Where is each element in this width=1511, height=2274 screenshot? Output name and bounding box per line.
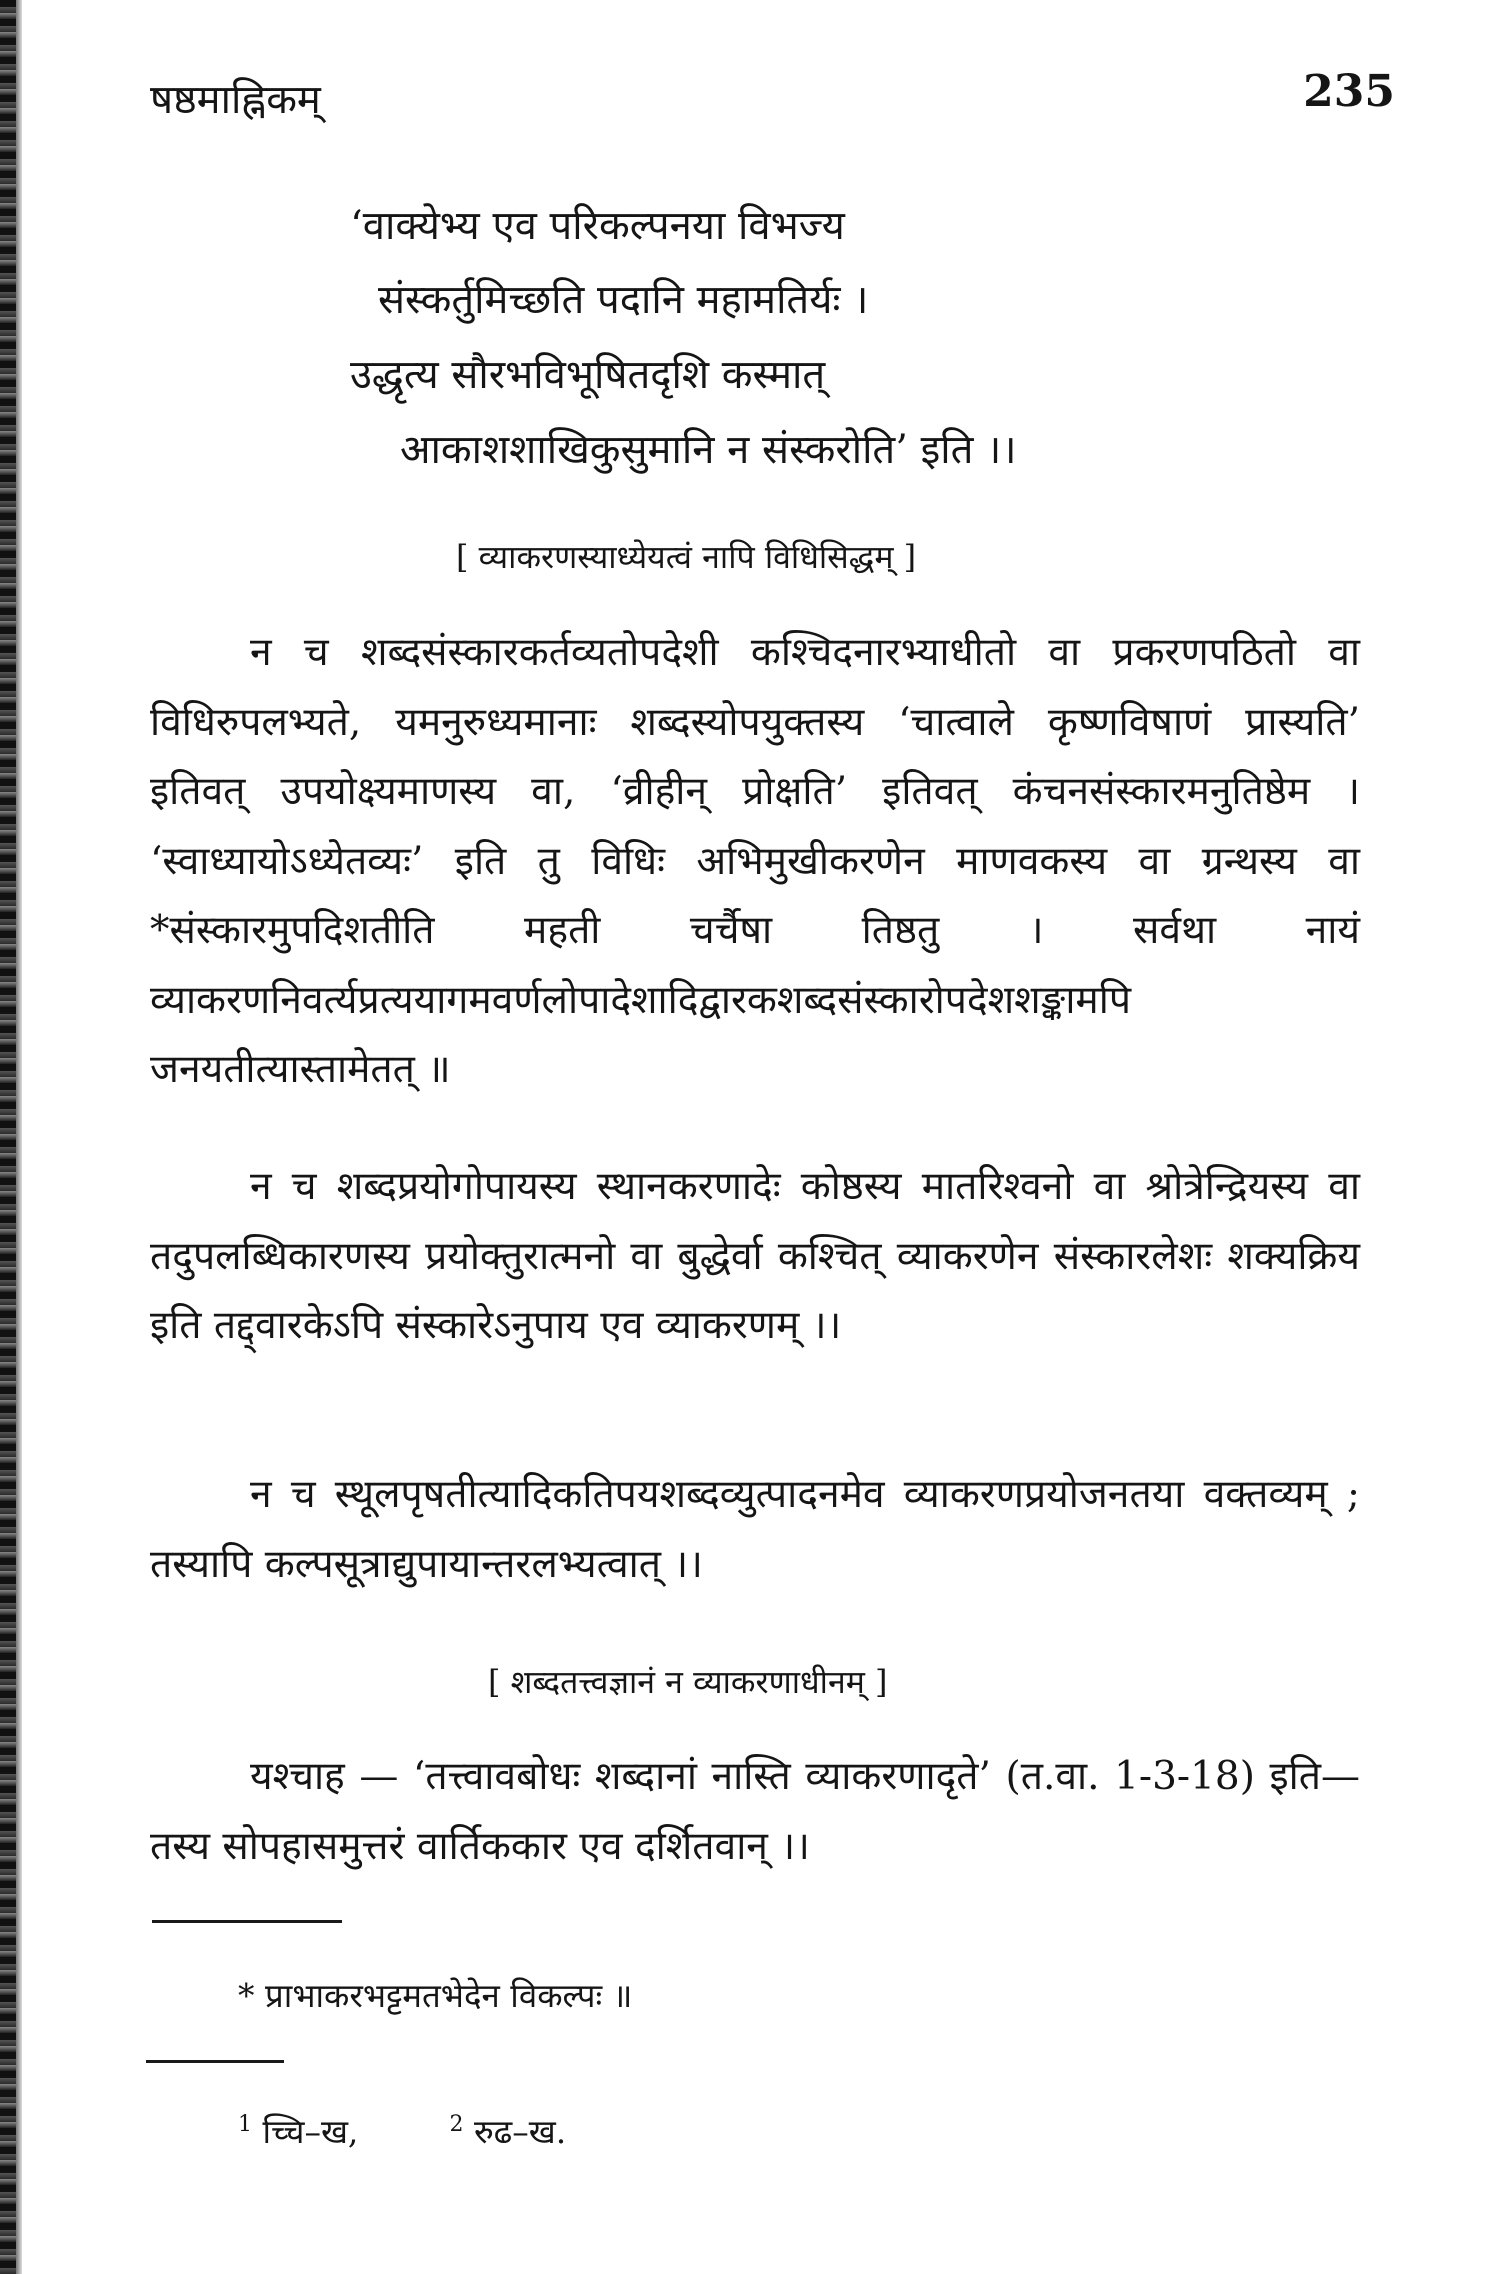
footnote-star: * प्राभाकरभट्टमतभेदेन विकल्पः ॥	[238, 1976, 633, 2015]
variant-readings	[238, 2108, 566, 2153]
scan-binding-edge	[0, 0, 16, 2274]
paragraph-1: न च शब्दसंस्कारकर्तव्यतोपदेशी कश्चिदनारभ्याधीतो वा प्रकरणपठितो वा विधिरुपलभ्यते, यमनुरुध्यमानाः शब्दस्योपयुक्तस्य ‘चात्वाले कृष्णविषाणं प्रास्यति’ इतिवत् उपयोक्ष्यमाणस्य वा, ‘व्रीहीन् प्रोक्षति’ इतिवत् कंचनसंस्कारमनुतिष्ठेम । ‘स्वाध्यायोऽध्येतव्यः’ इति तु विधिः अभिमुखीकरणेन माणवकस्य वा ग्रन्थस्य वा *संस्कारमुपदिशतीति महती चर्चैषा तिष्ठतु । सर्वथा नायं व्याकरणनिवर्त्यप्रत्ययागमवर्णलोपादेशादिद्वारकशब्दसंस्कारोपदेशशङ्कामपि जनयतीत्यास्तामेतत् ॥	[150, 630, 1360, 1092]
footnote-rule-1	[152, 1920, 342, 1923]
running-head: षष्ठमाह्निकम्	[150, 77, 321, 123]
page-number: 235	[1303, 66, 1395, 117]
verse-line-1: ‘वाक्येभ्य एव परिकल्पनया विभज्य	[350, 203, 845, 249]
variant-2-marker: 2	[449, 2112, 464, 2137]
section-heading-1: [ व्याकरणस्याध्येयत्वं नापि विधिसिद्धम् ]	[456, 538, 917, 576]
paragraph-4: यश्चाह — ‘तत्त्वावबोधः शब्दानां नास्ति व्याकरणादृते’ (त.वा. 1-3-18) इति—तस्य सोपहासमुत्तरं वार्तिककार एव दर्शितवान् ।।	[150, 1754, 1360, 1869]
verse-line-2: संस्कर्तुमिच्छति पदानि महामतिर्यः ।	[378, 277, 869, 323]
variant-1-marker: 1	[238, 2112, 252, 2137]
section-heading-2: [ शब्दतत्त्वज्ञानं न व्याकरणाधीनम् ]	[488, 1663, 888, 1701]
verse-line-3: उद्धृत्य सौरभविभूषितदृशि कस्मात्	[350, 352, 826, 398]
variant-1-text: च्चि–ख,	[262, 2112, 359, 2151]
paragraph-3: न च स्थूलपृषतीत्यादिकतिपयशब्दव्युत्पादनमेव व्याकरणप्रयोजनतया वक्तव्यम् ; तस्यापि कल्पसूत्राद्युपायान्तरलभ्यत्वात् ।।	[150, 1472, 1360, 1587]
paragraph-2: न च शब्दप्रयोगोपायस्य स्थानकरणादेः कोष्ठस्य मातरिश्वनो वा श्रोत्रेन्द्रियस्य वा तदुपलब्धिकारणस्य प्रयोक्तुरात्मनो वा बुद्धेर्वा कश्चित् व्याकरणेन संस्कारलेशः शक्यक्रिय इति तद्द्वारकेऽपि संस्कारेऽनुपाय एव व्याकरणम् ।।	[150, 1164, 1360, 1348]
footnote-rule-2	[146, 2060, 284, 2063]
variant-2-text: रुढ–ख.	[473, 2112, 567, 2151]
scan-edge-shadow	[16, 0, 22, 2274]
verse-line-4: आकाशशाखिकुसुमानि न संस्करोति’ इति ।।	[400, 427, 1017, 473]
